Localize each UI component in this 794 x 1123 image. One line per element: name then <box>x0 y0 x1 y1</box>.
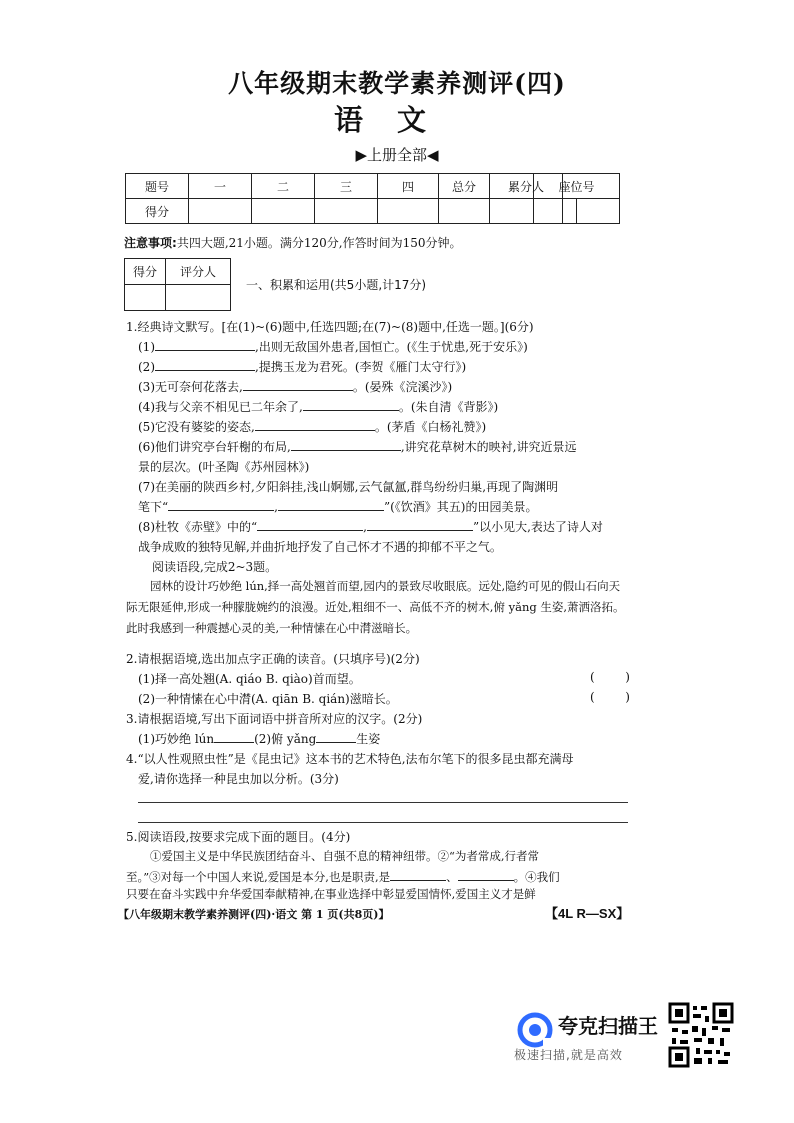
score-header-cell: 四 <box>378 174 439 199</box>
q4-stem: 4.“以人性观照虫性”是《昆虫记》这本书的艺术特色,法布尔笔下的很多昆虫都充满母 <box>126 752 574 766</box>
answer-line[interactable] <box>138 822 628 823</box>
q1-item-6: (6)他们讲究亭台轩榭的布局, ,讲究花草树木的映衬,讲究近景远 <box>138 440 577 454</box>
answer-line[interactable] <box>138 802 628 803</box>
score-header-cell: 一 <box>189 174 252 199</box>
scanner-logo-icon <box>517 1012 553 1048</box>
answer-blank[interactable] <box>390 868 446 881</box>
q2-option-2: (2)一种情愫在心中潸(A. qiān B. qián)滋暗长。 <box>138 692 398 706</box>
reading-passage: 园林的设计巧妙绝 lún,择一高处翘首而望,园内的景致尽收眼底。远处,隐约可见的假山石向天际无限延伸,形成一种朦胧婉约的浪漫。近处,粗细不一、高低不齐的树木,俯 yǎng 生姿,萧洒洛拓。此时我感到一种震撼心灵的美,一种情愫在心中潸滋暗长。 <box>126 579 625 635</box>
q5-passage-line-1: ①爱国主义是中华民族团结奋斗、自强不息的精神纽带。②“为者常成,行者常 <box>150 849 540 863</box>
seat-cell[interactable] <box>534 199 577 224</box>
answer-blank[interactable] <box>303 398 399 411</box>
answer-blank[interactable] <box>278 498 384 511</box>
q2-option-1: (1)择一高处翘(A. qiáo B. qiào)首而望。 <box>138 672 361 686</box>
q1-item-6-cont: 景的层次。(叶圣陶《苏州园林》) <box>138 460 310 474</box>
q1-item-2: (2) ,提携玉龙为君死。(李贺《雁门太守行》) <box>138 360 467 374</box>
q1-item-1: (1) ,出则无敌国外患者,国恒亡。(《生于忧患,死于安乐》) <box>138 340 528 354</box>
notice-label: 注意事项: <box>124 236 177 250</box>
answer-paren[interactable]: ( ) <box>590 670 630 684</box>
notice-text: 共四大题,21小题。满分120分,作答时间为150分钟。 <box>176 236 462 250</box>
qr-code-icon <box>668 1002 734 1068</box>
score-header-cell: 累分人 <box>490 174 563 199</box>
q5-passage-line-3: 只要在奋斗实践中弁华爱国奉献精神,在事业选择中彰显爱国情怀,爱国主义才是鲜 <box>126 887 536 901</box>
page-footer: 【八年级期末教学素养测评(四)·语文 第 1 页(共8页)】 <box>118 908 390 921</box>
q1-item-4: (4)我与父亲不相见已二年余了, 。(朱自清《背影》) <box>138 400 499 414</box>
scanner-brand: 夸克扫描王 <box>558 1014 658 1038</box>
score-table <box>125 173 563 224</box>
score-header-cell: 二 <box>252 174 315 199</box>
score-cell[interactable] <box>252 199 315 224</box>
answer-blank[interactable] <box>291 438 401 451</box>
seat-label: 座位号 <box>534 174 620 199</box>
answer-blank[interactable] <box>214 730 254 743</box>
seat-table <box>533 173 620 224</box>
exam-scope: ▶上册全部◀ <box>355 146 439 164</box>
notice <box>124 234 462 251</box>
score-row-label: 得分 <box>126 199 189 224</box>
grader-score-label: 得分 <box>125 259 166 285</box>
score-header-cell: 三 <box>315 174 378 199</box>
grader-name-cell[interactable] <box>166 285 231 311</box>
q3-stem: 3.请根据语境,写出下面词语中拼音所对应的汉字。(2分) <box>126 712 423 726</box>
scanner-slogan: 极速扫描,就是高效 <box>514 1048 623 1062</box>
answer-blank[interactable] <box>367 518 473 531</box>
q1-item-8-cont: 战争成败的独特见解,并曲折地抒发了自己怀才不遇的抑郁不平之气。 <box>138 540 502 554</box>
q1-item-8: (8)杜牧《赤壁》中的“ , ”以小见大,表达了诗人对 <box>138 520 603 534</box>
answer-blank[interactable] <box>255 418 375 431</box>
exam-code: 【4L R—SX】 <box>545 906 630 921</box>
q1-item-7-cont: 笔下“ , ”(《饮酒》其五)的田园美景。 <box>138 500 538 514</box>
answer-blank[interactable] <box>243 378 353 391</box>
q1-stem: 1.经典诗文默写。[在(1)~(6)题中,任选四题;在(7)~(8)题中,任选一题。](6分) <box>126 320 534 334</box>
seat-cell[interactable] <box>577 199 620 224</box>
q1-item-5: (5)它没有婆娑的姿态, 。(茅盾《白杨礼赞》) <box>138 420 487 434</box>
q2-stem: 2.请根据语境,选出加点字正确的读音。(只填序号)(2分) <box>126 652 420 666</box>
grader-name-label: 评分人 <box>166 259 231 285</box>
q5-stem: 5.阅读语段,按要求完成下面的题目。(4分) <box>126 830 351 844</box>
score-header-cell: 总分 <box>439 174 490 199</box>
answer-blank[interactable] <box>316 730 356 743</box>
q1-item-7: (7)在美丽的陕西乡村,夕阳斜挂,浅山婀娜,云气氤氲,群鸟纷纷归巢,再现了陶渊明 <box>138 480 559 494</box>
answer-paren[interactable]: ( ) <box>590 690 630 704</box>
score-cell[interactable] <box>315 199 378 224</box>
grader-table <box>124 258 231 311</box>
score-cell[interactable] <box>439 199 490 224</box>
reading-intro: 阅读语段,完成2~3题。 <box>152 560 278 574</box>
q3-items: (1)巧妙绝 lún (2)俯 yǎng 生姿 <box>138 732 381 746</box>
answer-blank[interactable] <box>257 518 363 531</box>
score-header-cell: 题号 <box>126 174 189 199</box>
q5-passage-line-2: 至。”③对每一个中国人来说,爱国是本分,也是职责,是 、 。④我们 <box>126 870 560 884</box>
exam-title: 八年级期末教学素养测评(四) <box>228 69 566 98</box>
answer-blank[interactable] <box>168 498 274 511</box>
score-cell[interactable] <box>378 199 439 224</box>
q1-item-3: (3)无可奈何花落去, 。(晏殊《浣溪沙》) <box>138 380 453 394</box>
answer-blank[interactable] <box>155 338 255 351</box>
answer-blank[interactable] <box>155 358 255 371</box>
grader-score-cell[interactable] <box>125 285 166 311</box>
score-cell[interactable] <box>189 199 252 224</box>
subject-title: 语文 <box>333 103 460 137</box>
q4-stem-cont: 爱,请你选择一种昆虫加以分析。(3分) <box>138 772 339 786</box>
answer-blank[interactable] <box>458 868 514 881</box>
section-title: 一、积累和运用(共5小题,计17分) <box>246 278 427 292</box>
